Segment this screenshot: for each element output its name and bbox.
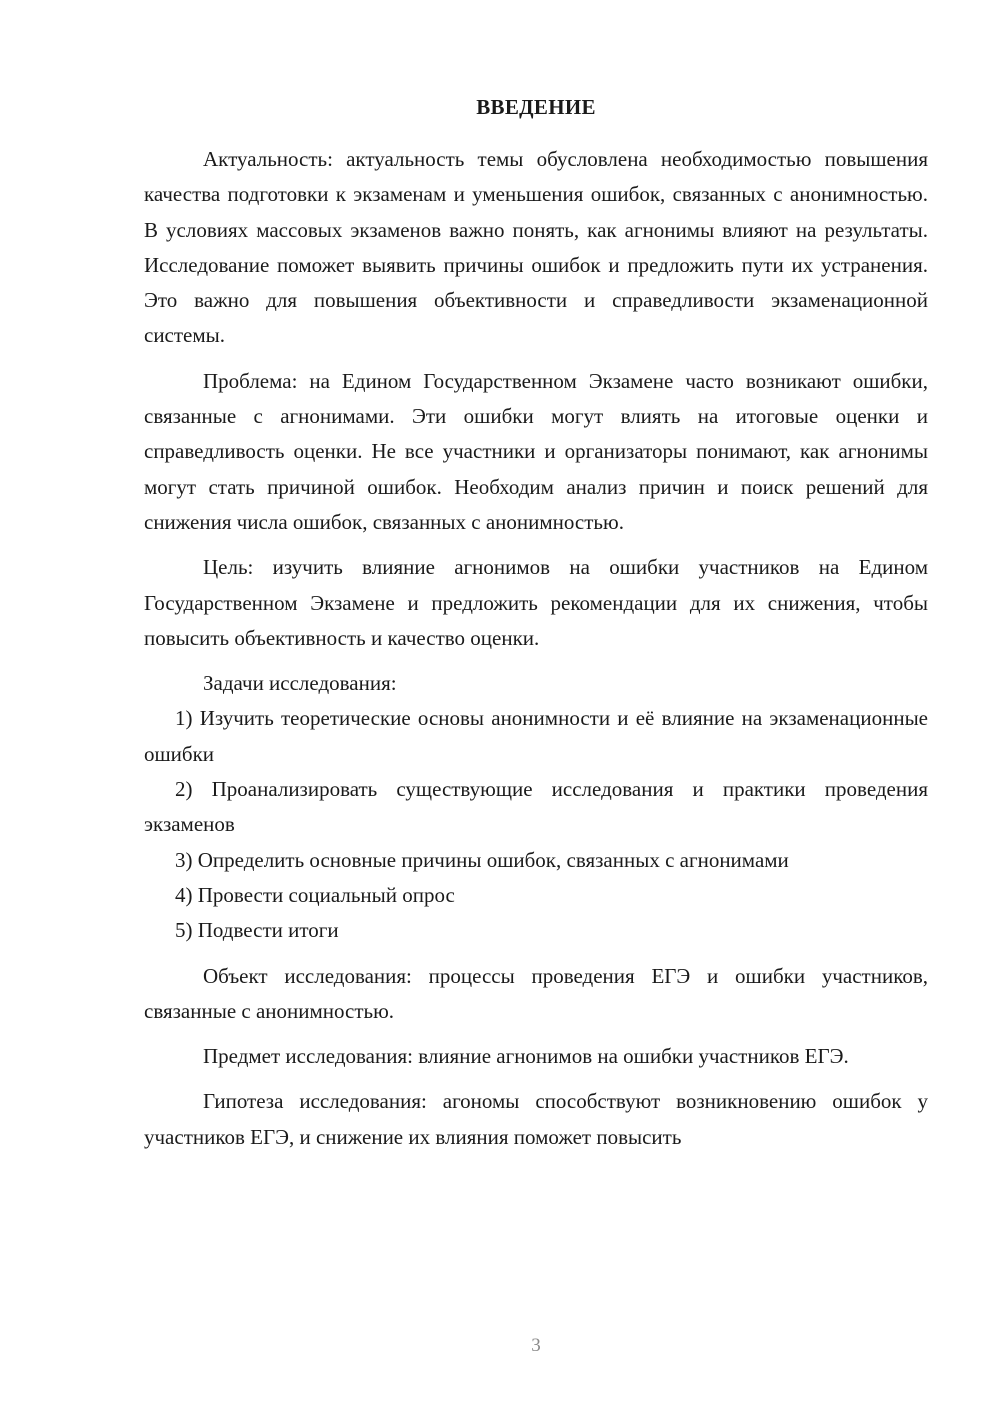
task-item-2: 2) Проанализировать существующие исследования и практики проведения экзаменов [144, 777, 928, 837]
paragraph-hypothesis: Гипотеза исследования: агономы способствуют возникновению ошибок у участников ЕГЭ, и снижение их влияния поможет повысить [144, 1089, 928, 1149]
document-body [144, 142, 928, 1155]
task-item-4: 4) Провести социальный опрос [175, 882, 455, 907]
paragraph-object: Объект исследования: процессы проведения ЕГЭ и ошибки участников, связанные с анонимностью. [144, 963, 928, 1023]
paragraph-subject: Предмет исследования: влияние агнонимов на ошибки участников ЕГЭ. [203, 1044, 849, 1069]
task-item-1: 1) Изучить теоретические основы анонимности и её влияние на экзаменационные ошибки [144, 706, 928, 766]
page-number: 3 [531, 1335, 541, 1356]
paragraph-problem: Проблема: на Едином Государственном Экзамене часто возникают ошибки, связанные с агнонимами. Эти ошибки могут влиять на итоговые оценки и справедливость оценки. Не все участники и организаторы понимают, как агнонимы могут стать причиной ошибок. Необходим анализ причин и поиск решений для снижения числа ошибок, связанных с анонимностью. [144, 368, 928, 534]
task-item-5: 5) Подвести итоги [175, 918, 339, 943]
task-item-3: 3) Определить основные причины ошибок, связанных с агнонимами [175, 847, 789, 872]
page-title: ВВЕДЕНИЕ [476, 95, 596, 119]
tasks-heading: Задачи исследования: [203, 671, 397, 696]
paragraph-relevance: Актуальность: актуальность темы обусловлена необходимостью повышения качества подготовки к экзаменам и уменьшения ошибок, связанных с анонимностью. В условиях массовых экзаменов важно понять, как агнонимы влияют на результаты. Исследование поможет выявить причины ошибок и предложить пути их устранения. Это важно для повышения объективности и справедливости экзаменационной системы. [144, 147, 928, 348]
paragraph-goal: Цель: изучить влияние агнонимов на ошибки участников на Едином Государственном Экзамене и предложить рекомендации для их снижения, чтобы повысить объективность и качество оценки. [144, 555, 928, 650]
